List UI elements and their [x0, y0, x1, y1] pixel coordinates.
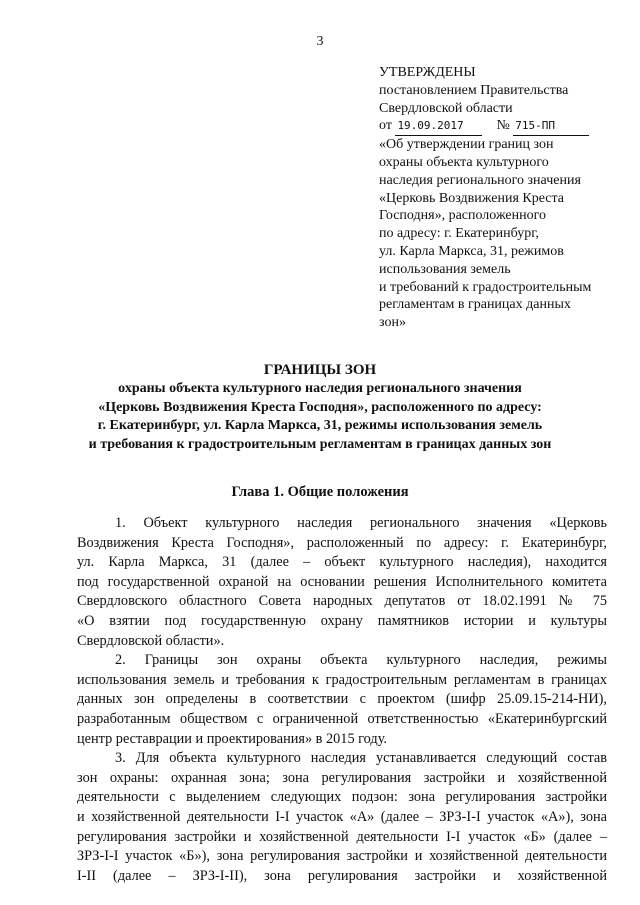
approval-heading: УТВЕРЖДЕНЫ	[379, 65, 476, 80]
approval-about-line: наследия регионального значения	[379, 172, 581, 188]
approval-about-line: и требований к градостроительным	[379, 279, 592, 295]
page-number: 3	[316, 34, 324, 49]
paragraph-line: центр реставрации и проектирования» в 2015 году.	[77, 730, 387, 747]
paragraph-line: регулирования застройки и хозяйственной деятельности I-I участок «Б» (далее –	[77, 828, 607, 845]
paragraph-line: I-II (далее – ЗРЗ-I-II), зона регулирования застройки и хозяйственной	[77, 867, 607, 884]
paragraph-line: и хозяйственной деятельности I-I участок «А» (далее – ЗРЗ-I-I участок «А»), зона	[77, 808, 607, 825]
approval-about-line: Господня», расположенного	[379, 208, 547, 224]
paragraph-line: 1. Объект культурного наследия регионального значения «Церковь	[115, 515, 607, 531]
approval-line: Свердловской области	[379, 100, 513, 116]
approval-about-line: «Церковь Воздвижения Креста	[379, 190, 564, 206]
paragraph-line: данных зон определены в соответствии с проектом (шифр 25.09.15-214-НИ),	[77, 691, 607, 708]
paragraph-line: разработанным обществом с ограниченной ответственностью «Екатеринбургский	[77, 710, 607, 727]
paragraph-line: деятельности с выделением следующих подзон: зона регулирования застройки	[77, 789, 607, 806]
title-line: «Церковь Воздвижения Креста Господня», расположенного по адресу:	[98, 399, 542, 415]
title-main: ГРАНИЦЫ ЗОН	[263, 362, 377, 378]
paragraph-line: 2. Границы зон охраны объекта культурного наследия, режимы	[115, 652, 607, 669]
title-line: охраны объекта культурного наследия регионального значения	[118, 381, 522, 396]
approval-about-line: ул. Карла Маркса, 31, режимов	[379, 243, 564, 259]
paragraph-line: зон охраны: охранная зона; зона регулирования застройки и хозяйственной	[77, 769, 607, 786]
approval-about-line: зон»	[379, 315, 406, 331]
approval-about-line: использования земель	[379, 261, 511, 277]
approval-date-number-line	[379, 117, 629, 136]
date-value: 19.09.2017	[395, 117, 482, 136]
date-prefix: от	[379, 118, 392, 134]
paragraph-line: 3. Для объекта культурного наследия устанавливается следующий состав	[115, 750, 607, 767]
paragraph-line: «О взятии под государственную охрану памятников истории и культуры	[77, 612, 607, 629]
approval-about-line: по адресу: г. Екатеринбург,	[379, 226, 539, 242]
title-line: г. Екатеринбург, ул. Карла Маркса, 31, режимы использования земель	[97, 418, 543, 434]
paragraph-line: Свердловского областного Совета народных депутатов от 18.02.1991 № 75	[77, 593, 607, 610]
approval-line: постановлением Правительства	[379, 82, 569, 98]
paragraph-line: использования земель и требования к градостроительным регламентам в границах	[77, 671, 607, 688]
document-title	[0, 361, 640, 454]
title-line: и требования к градостроительным регламентам в границах данных зон	[88, 436, 552, 452]
approval-about-line: «Об утверждении границ зон	[379, 137, 554, 153]
paragraph-line: ул. Карла Маркса, 31 (далее – объект культурного наследия), находится	[77, 554, 607, 571]
number-sign: №	[496, 118, 510, 134]
number-value: 715-ПП	[513, 117, 589, 136]
paragraph-line: под государственной охраной на основании решения Исполнительного комитета	[77, 573, 607, 590]
approval-about-line: регламентам в границах данных	[379, 297, 571, 313]
approval-stamp	[379, 64, 629, 332]
chapter-heading: Глава 1. Общие положения	[231, 484, 409, 500]
paragraph-line: Свердловской области».	[77, 632, 225, 649]
paragraph-line: ЗРЗ-I-I участок «Б»), зона регулирования застройки и хозяйственной деятельности	[77, 848, 607, 865]
approval-about-line: охраны объекта культурного	[379, 154, 549, 170]
body-text	[77, 514, 607, 886]
paragraph-line: Воздвижения Креста Господня», расположенный по адресу: г. Екатеринбург,	[77, 534, 607, 551]
